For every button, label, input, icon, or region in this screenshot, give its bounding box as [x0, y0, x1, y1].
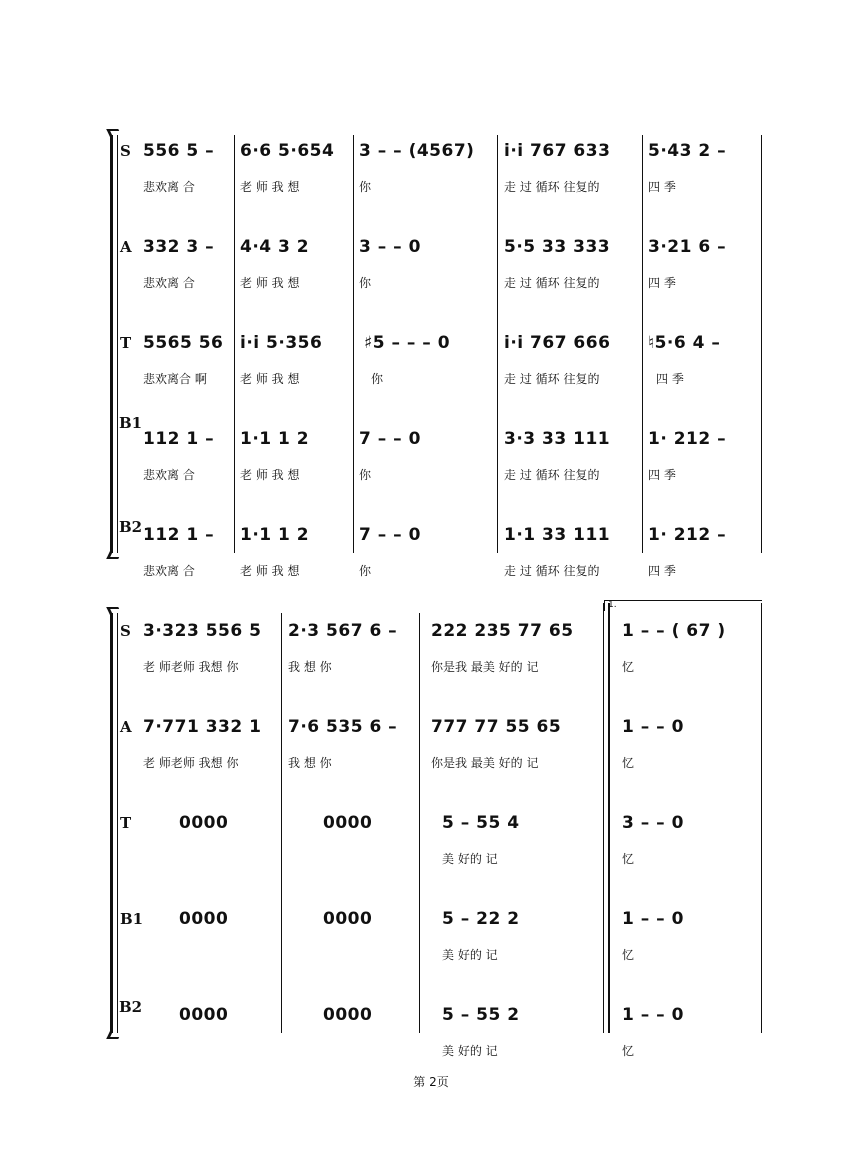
barline: [761, 135, 762, 553]
measure-notes: 0000: [323, 813, 373, 833]
measure-notes: 3 – – 0: [622, 813, 684, 833]
volta-bracket: [604, 600, 762, 611]
measure-notes: 0000: [179, 813, 229, 833]
lyric-text: 悲欢离 合: [143, 564, 195, 578]
voice-label-alto: A: [120, 718, 132, 736]
measure-notes: 0000: [179, 909, 229, 929]
lyric-text: 老 师 我 想: [240, 276, 300, 290]
barline: [642, 135, 643, 553]
measure-notes: 5·5 33 333: [504, 237, 611, 257]
measure-notes: 6·6 5·654: [240, 141, 335, 161]
lyric-text: 美 好的 记: [442, 1044, 498, 1058]
measure-notes: 5·43 2 –: [648, 141, 727, 161]
measure-notes: 112 1 –: [143, 525, 215, 545]
lyric-text: 走 过 循环 往复的: [504, 468, 600, 482]
voice-label-bass-1: B1: [119, 414, 143, 432]
measure-notes: 1· 212 –: [648, 429, 727, 449]
lyric-text: 你是我 最美 好的 记: [431, 660, 539, 674]
measure-notes: 4·4 3 2: [240, 237, 310, 257]
lyric-text: 悲欢离 合: [143, 468, 195, 482]
lyric-text: 忆: [622, 852, 635, 866]
measure-notes: 1 – – 0: [622, 1005, 684, 1025]
measure-notes: 1·1 33 111: [504, 525, 611, 545]
lyric-text: 悲欢离 合: [143, 276, 195, 290]
lyric-text: 你: [359, 180, 372, 194]
lyric-text: 四 季: [648, 180, 676, 194]
lyric-text: 走 过 循环 往复的: [504, 564, 600, 578]
lyric-text: 忆: [622, 1044, 635, 1058]
lyric-text: 四 季: [648, 564, 676, 578]
lyric-text: 四 季: [656, 372, 684, 386]
voice-label-alto: A: [120, 238, 132, 256]
measure-notes: i·i 767 633: [504, 141, 611, 161]
measure-notes: 3·3 33 111: [504, 429, 611, 449]
lyric-text: 忆: [622, 660, 635, 674]
measure-notes: 0000: [323, 909, 373, 929]
lyric-text: 你: [359, 468, 372, 482]
system-brace: [110, 135, 113, 553]
measure-notes: 7·6 535 6 –: [288, 717, 398, 737]
measure-notes: 1· 212 –: [648, 525, 727, 545]
lyric-text: 老 师 我 想: [240, 564, 300, 578]
lyric-text: 悲欢离合 啊: [143, 372, 207, 386]
measure-notes: 222 235 77 65: [431, 621, 574, 641]
measure-notes: i·i 767 666: [504, 333, 611, 353]
lyric-text: 悲欢离 合: [143, 180, 195, 194]
barline: [761, 603, 762, 1033]
measure-notes: 0000: [323, 1005, 373, 1025]
lyric-text: 四 季: [648, 276, 676, 290]
measure-notes: 5565 56: [143, 333, 224, 353]
measure-notes: 5 – 55 4: [442, 813, 520, 833]
voice-label-bass-1: B1: [120, 910, 144, 928]
lyric-text: 你: [359, 564, 372, 578]
measure-notes: 5 – 55 2: [442, 1005, 520, 1025]
barline: [353, 135, 354, 553]
system-line: [117, 135, 118, 553]
lyric-text: 我 想 你: [288, 660, 332, 674]
lyric-text: 美 好的 记: [442, 852, 498, 866]
lyric-text: 你: [371, 372, 384, 386]
measure-notes: 1·1 1 2: [240, 429, 310, 449]
barline: [234, 135, 235, 553]
system-line: [117, 613, 118, 1033]
measure-notes: 3 – – 0: [359, 237, 421, 257]
voice-label-tenor: T: [120, 814, 132, 832]
measure-notes: 556 5 –: [143, 141, 215, 161]
lyric-text: 走 过 循环 往复的: [504, 276, 600, 290]
measure-notes: 3·323 556 5: [143, 621, 262, 641]
measure-notes: 7 – – 0: [359, 429, 421, 449]
lyric-text: 四 季: [648, 468, 676, 482]
measure-notes: 5 – 22 2: [442, 909, 520, 929]
lyric-text: 你是我 最美 好的 记: [431, 756, 539, 770]
lyric-text: 我 想 你: [288, 756, 332, 770]
measure-notes: ♮5·6 4 –: [648, 333, 721, 353]
measure-notes: 332 3 –: [143, 237, 215, 257]
lyric-text: 忆: [622, 756, 635, 770]
voice-label-soprano: S: [120, 142, 131, 160]
measure-notes: 777 77 55 65: [431, 717, 562, 737]
measure-notes: 3·21 6 –: [648, 237, 727, 257]
lyric-text: 老 师 我 想: [240, 180, 300, 194]
lyric-text: 走 过 循环 往复的: [504, 372, 600, 386]
measure-notes: 1·1 1 2: [240, 525, 310, 545]
volta-number: 1.: [608, 600, 617, 610]
measure-notes: 112 1 –: [143, 429, 215, 449]
measure-notes: 7 – – 0: [359, 525, 421, 545]
lyric-text: 老 师老师 我想 你: [143, 756, 239, 770]
repeat-barline: [603, 603, 610, 1033]
lyric-text: 忆: [622, 948, 635, 962]
measure-notes: 2·3 567 6 –: [288, 621, 398, 641]
lyric-text: 美 好的 记: [442, 948, 498, 962]
system-brace: [110, 613, 113, 1033]
measure-notes: 1 – – 0: [622, 909, 684, 929]
voice-label-soprano: S: [120, 622, 131, 640]
barline: [281, 613, 282, 1033]
measure-notes: 1 – – ( 67 ): [622, 621, 726, 641]
measure-notes: i·i 5·356: [240, 333, 323, 353]
page-number: 第 2页: [413, 1075, 449, 1089]
voice-label-tenor: T: [120, 334, 132, 352]
barline: [497, 135, 498, 553]
measure-notes: 3 – – (4567): [359, 141, 475, 161]
lyric-text: 你: [359, 276, 372, 290]
measure-notes: ♯5 – – – 0: [364, 333, 451, 353]
lyric-text: 老 师老师 我想 你: [143, 660, 239, 674]
voice-label-bass-2: B2: [119, 518, 143, 536]
measure-notes: 1 – – 0: [622, 717, 684, 737]
measure-notes: 7·771 332 1: [143, 717, 262, 737]
measure-notes: 0000: [179, 1005, 229, 1025]
lyric-text: 老 师 我 想: [240, 468, 300, 482]
lyric-text: 走 过 循环 往复的: [504, 180, 600, 194]
barline: [419, 613, 420, 1033]
voice-label-bass-2: B2: [119, 998, 143, 1016]
lyric-text: 老 师 我 想: [240, 372, 300, 386]
